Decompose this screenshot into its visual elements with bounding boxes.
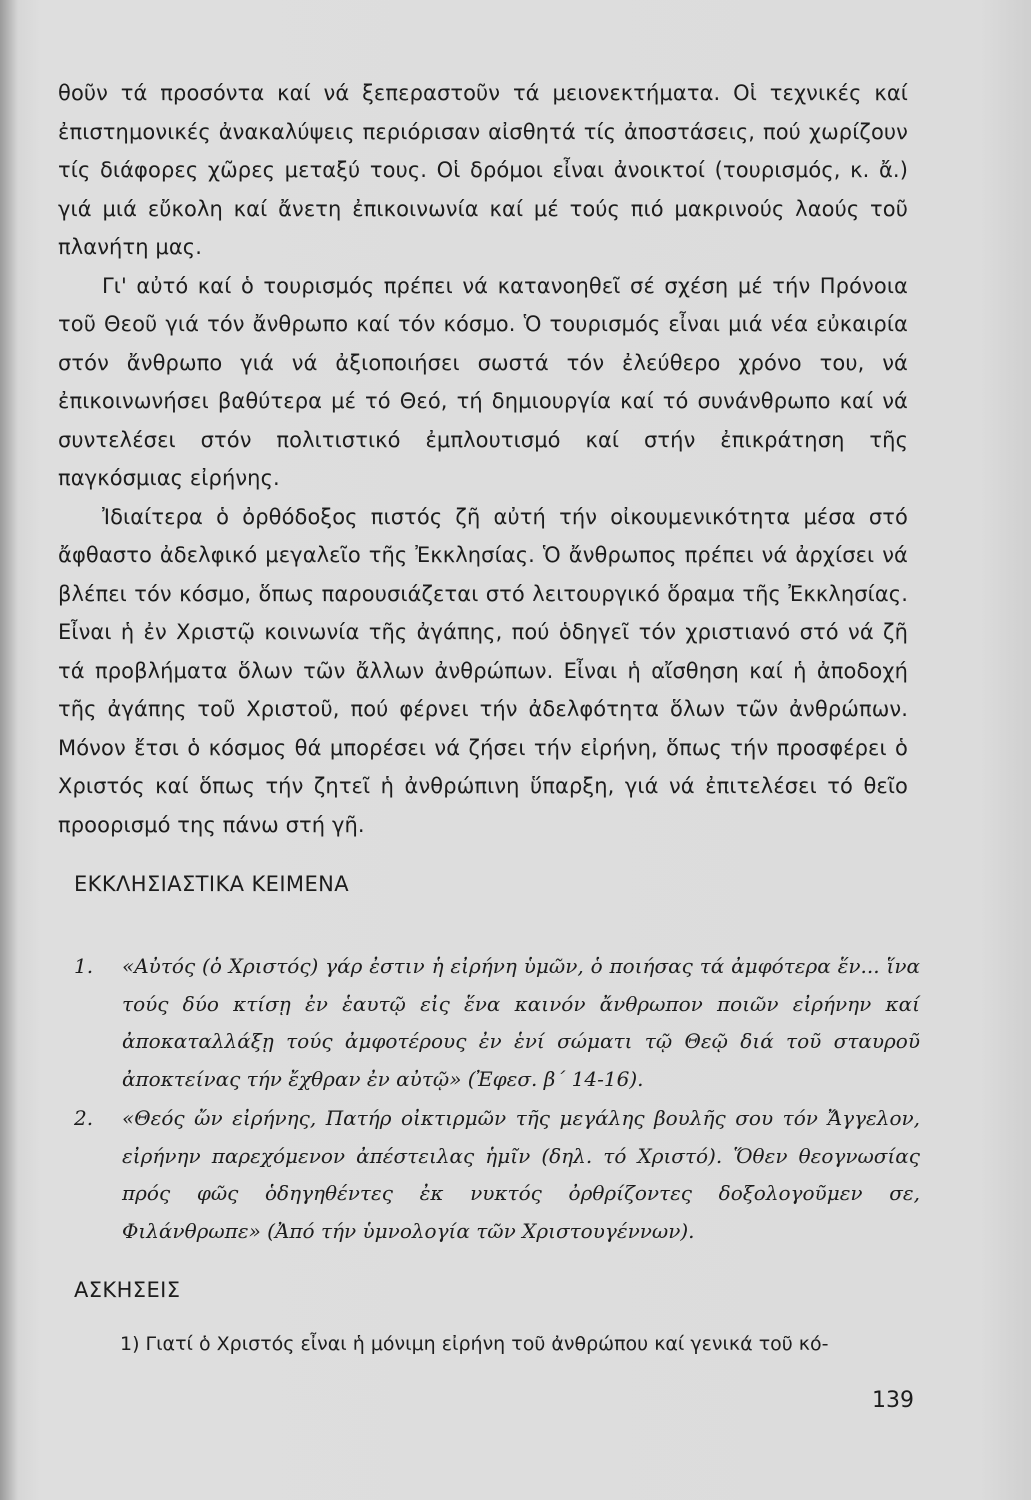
- church-texts-list: [74, 948, 920, 1250]
- quote-text: «Θεός ὤν εἰρήνης, Πατήρ οἰκτιρμῶν τῆς μεγάλης βουλῆς σου τόν Ἄγγελον, εἰρήνην παρεχόμενον ἀπέστειλας ἡμῖν (δηλ. τό Χριστό). Ὅθεν θεογνωσίας πρός φῶς ὁδηγηθέντες ἐκ νυκτός ὀρθρίζοντες δοξολογοῦμεν σε, Φιλάνθρωπε» (Ἀπό τήν ὑμνολογία τῶν Χριστουγέννων).: [122, 1106, 920, 1243]
- list-item: [74, 948, 920, 1098]
- list-item-number: 2.: [74, 1106, 94, 1130]
- list-item: [74, 1100, 920, 1250]
- list-item-number: 1.: [74, 954, 94, 978]
- exercise-item: 1) Γιατί ὁ Χριστός εἶναι ἡ μόνιμη εἰρήνη τοῦ ἀνθρώπου καί γενικά τοῦ κό-: [120, 1333, 829, 1355]
- page-number: 139: [872, 1388, 914, 1413]
- quote-text: «Αὐτός (ὁ Χριστός) γάρ ἐστιν ἡ εἰρήνη ὑμῶν, ὁ ποιήσας τά ἀμφότερα ἕν... ἵνα τούς δύο κτίσῃ ἐν ἑαυτῷ εἰς ἕνα καινόν ἄνθρωπον ποιῶν εἰρήνην καί ἀποκαταλλάξῃ τούς ἀμφοτέρους ἐν ἑνί σώματι τῷ Θεῷ διά τοῦ σταυροῦ ἀποκτείνας τήν ἔχθραν ἐν αὐτῷ» (Ἐφεσ. β΄ 14-16).: [122, 954, 920, 1091]
- body-text: [58, 74, 908, 844]
- paragraph: Ἰδιαίτερα ὁ ὀρθόδοξος πιστός ζῆ αὐτή τήν οἰκουμενικότητα μέσα στό ἄφθαστο ἀδελφικό μεγαλεῖο τῆς Ἐκκλησίας. Ὁ ἄνθρωπος πρέπει νά ἀρχίσει νά βλέπει τόν κόσμο, ὅπως παρουσιάζεται στό λειτουργικό ὅραμα τῆς Ἐκκλησίας. Εἶναι ἡ ἐν Χριστῷ κοινωνία τῆς ἀγάπης, πού ὁδηγεῖ τόν χριστιανό στό νά ζῆ τά προβλήματα ὅλων τῶν ἄλλων ἀνθρώπων. Εἶναι ἡ αἴσθηση καί ἡ ἀποδοχή τῆς ἀγάπης τοῦ Χριστοῦ, πού φέρνει τήν ἀδελφότητα ὅλων τῶν ἀνθρώπων. Μόνον ἔτσι ὁ κόσμος θά μπορέσει νά ζήσει τήν εἰρήνη, ὅπως τήν προσφέρει ὁ Χριστός καί ὅπως τήν ζητεῖ ἡ ἀνθρώπινη ὕπαρξη, γιά νά ἐπιτελέσει τό θεῖο προορισμό της πάνω στή γῆ.: [58, 504, 908, 837]
- section-heading-exercises: ΑΣΚΗΣΕΙΣ: [74, 1278, 181, 1302]
- paragraph: θοῦν τά προσόντα καί νά ξεπεραστοῦν τά μειονεκτήματα. Οἱ τεχνικές καί ἐπιστημονικές ἀνακαλύψεις περιόρισαν αἰσθητά τίς ἀποστάσεις, πού χωρίζουν τίς διάφορες χῶρες μεταξύ τους. Οἱ δρόμοι εἶναι ἀνοικτοί (τουρισμός, κ. ἄ.) γιά μιά εὔκολη καί ἄνετη ἐπικοινωνία καί μέ τούς πιό μακρινούς λαούς τοῦ πλανήτη μας.: [58, 81, 908, 259]
- section-heading-church-texts: ΕΚΚΛΗΣΙΑΣΤΙΚΑ ΚΕΙΜΕΝΑ: [74, 872, 349, 896]
- paragraph: Γι' αὐτό καί ὁ τουρισμός πρέπει νά κατανοηθεῖ σέ σχέση μέ τήν Πρόνοια τοῦ Θεοῦ γιά τόν ἄνθρωπο καί τόν κόσμο. Ὁ τουρισμός εἶναι μιά νέα εὐκαιρία στόν ἄνθρωπο γιά νά ἀξιοποιήσει σωστά τόν ἐλεύθερο χρόνο του, νά ἐπικοινωνήσει βαθύτερα μέ τό Θεό, τή δημιουργία καί τό συνάνθρωπο καί νά συντελέσει στόν πολιτιστικό ἐμπλουτισμό καί στήν ἐπικράτηση τῆς παγκόσμιας εἰρήνης.: [58, 273, 908, 490]
